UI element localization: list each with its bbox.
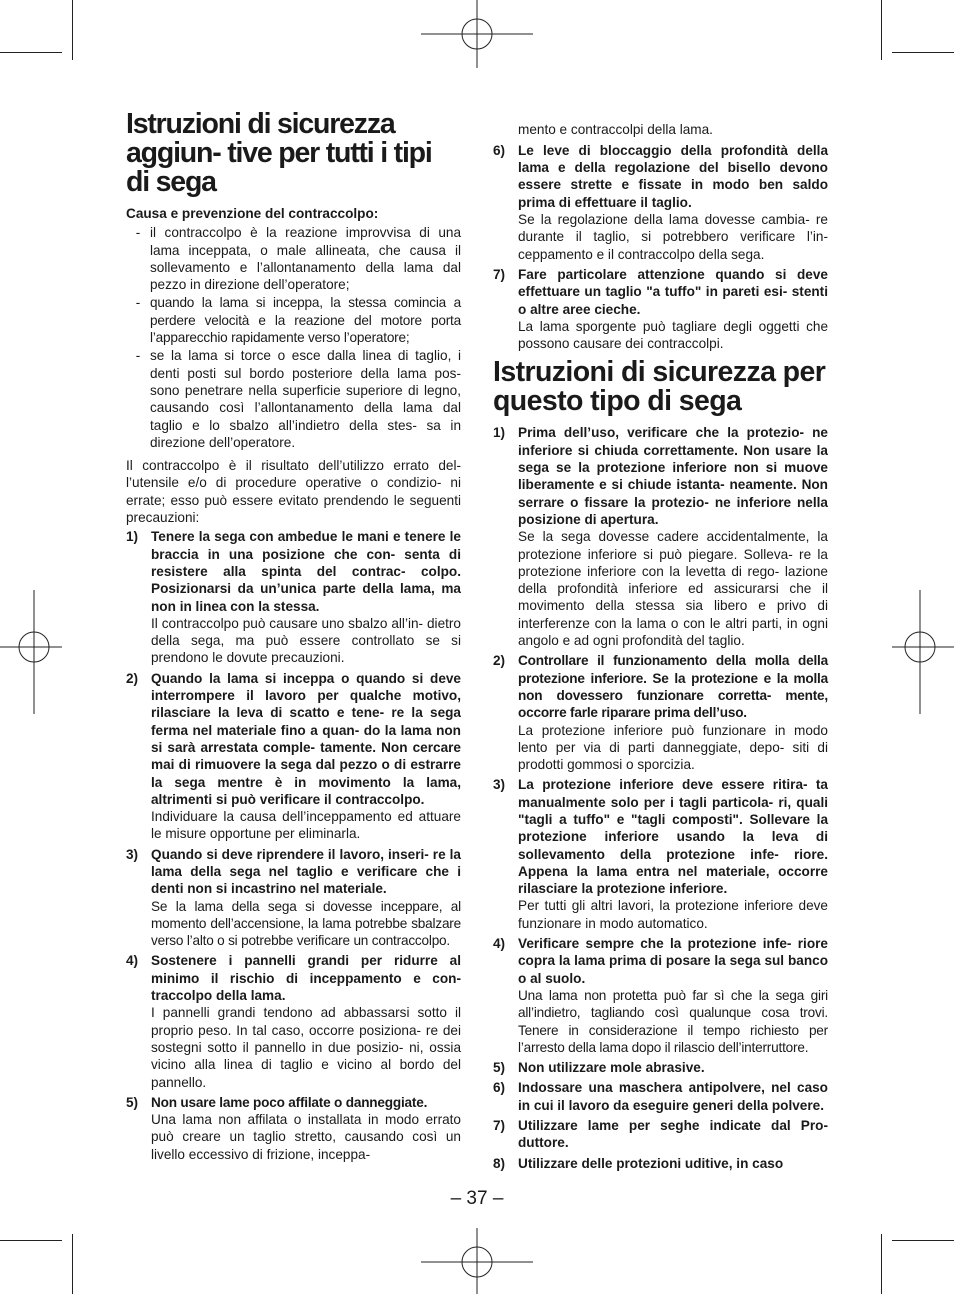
warning-text: Quando la lama si inceppa o quando si deve interrompere il lavoro per qualche motivo, rilasciare la leva di scatto e tene- re la sega ferma nel materiale fino a quan- do la lama non si sarà arrestata comple- tamente. Non cercare mai di rimuovere la sega dal pezzo o di estrarre la sega mentre è in movimento la lama, altrimenti si può verificare il contraccolpo.: [151, 670, 461, 807]
left-column: [126, 110, 461, 1166]
list-item: 4) Verificare sempre che la protezione infe- riore copra la lama prima di posare la sega sul banco o al suolo. Una lama non protetta può far sì che la sega giri all’indietro, tagliando così qualunque cosa trovi. Tenere in considerazione il tempo richiesto per l’arresto della lama dopo il rilascio dell’interruttore.: [493, 936, 828, 1055]
list-item: 1) Tenere la sega con ambedue le mani e tenere le braccia in una posizione che con- senta di resistere alla spinta del contrac- colpo. Posizionarsi da un’unica parte della lama, ma non in linea con la stessa. Il contraccolpo può causare uno sbalzo all’in- dietro della sega, ma può essere controllato se si prendono le dovute precauzioni.: [126, 529, 461, 666]
registration-mark-icon: [421, 1228, 533, 1294]
detail-text: Per tutti gli altri lavori, la protezione inferiore deve funzionare in modo automatico.: [518, 898, 828, 931]
list-item: 3) La protezione inferiore deve essere ritira- ta manualmente solo per i tagli particola- ri, quali "tagli a tuffo" e "tagli composti". Sollevare la protezione inferiore usando la leva di sollevamento della protezione infe- riore. Appena la lama entra nel materiale, occorre rilasciare la protezione inferiore. Per tutti gli altri lavori, la protezione inferiore deve funzionare in modo automatico.: [493, 777, 828, 931]
section-title: Istruzioni di sicurezza aggiun- tive per tutti i tipi di sega: [126, 108, 432, 198]
warning-text: Non usare lame poco affilate o danneggiate.: [151, 1094, 428, 1110]
warning-text: Controllare il funzionamento della molla della protezione inferiore. Se la protezione e la molla non dovessero funzionare corretta- mente, occorre farle riparare prima dell’uso.: [518, 653, 828, 721]
warning-text: Tenere la sega con ambedue le mani e tenere le braccia in una posizione che con- senta di resistere alla spinta del contrac- colpo. Posizionarsi da un’unica parte della lama, ma non in linea con la stessa.: [151, 529, 461, 614]
dash-bullet: -: [135, 225, 141, 241]
detail-text: La protezione inferiore può funzionare in modo lento per via di parti danneggiate, depo- siti di prodotti gommosi o sporcizia.: [518, 722, 828, 773]
list-item: - quando la lama si inceppa, la stessa comincia a perdere velocità e la reazione del motore porta l’apparecchio rapidamente verso l’operatore;: [126, 294, 461, 346]
warning-text: Fare particolare attenzione quando si deve effettuare un taglio "a tuffo" in pareti esi- stenti o altre aree cieche.: [518, 266, 828, 317]
list-item: 5) Non utilizzare mole abrasive.: [493, 1059, 828, 1076]
detail-text: I pannelli grandi tendono ad abbassarsi sotto il proprio peso. In tal caso, occorre posiziona- re dei sostegni sotto il pannello in due posizio- ni, ossia vicino alla linea di taglio e vicino al bordo del pannello.: [151, 1005, 461, 1090]
crop-mark: [72, 1234, 73, 1294]
registration-mark-icon: [892, 590, 954, 714]
detail-text: Individuare la causa dell’inceppamento ed attuare le misure opportune per eliminarla.: [151, 809, 461, 842]
list-item: 2) Quando la lama si inceppa o quando si deve interrompere il lavoro per qualche motivo, rilasciare la leva di scatto e tene- re la sega ferma nel materiale fino a quan- do la lama non si sarà arrestata comple- tamente. Non cercare mai di rimuovere la sega dal pezzo o di estrarre la sega mentre è in movimento la lama, altrimenti si può verificare il contraccolpo. Individuare la causa dell’inceppamento ed attuare le misure opportune per eliminarla.: [126, 670, 461, 842]
warning-text: Prima dell’uso, verificare che la protezio- ne inferiore si chiuda correttamente. Non usare la sega se la protezione inferiore non si muove liberamente e si chiude istanta- neamente. Non serrare o fissare la protezio- ne inferiore nella posizione di apertura.: [518, 425, 828, 527]
warning-text: Utilizzare lame per seghe indicate dal Pro- duttore.: [518, 1118, 828, 1151]
list-item: 2) Controllare il funzionamento della molla della protezione inferiore. Se la protezione e la molla non dovessero funzionare corretta- mente, occorre farle riparare prima dell’uso. La protezione inferiore può funzionare in modo lento per via di parti danneggiate, depo- siti di prodotti gommosi o sporcizia.: [493, 653, 828, 773]
detail-text: Se la regolazione della lama dovesse cambia- re durante il taglio, si potrebbero verificare l’in- ceppamento e il contraccolpo della sega.: [518, 212, 828, 262]
page-number: – 37 –: [450, 1188, 504, 1209]
warning-text: Quando si deve riprendere il lavoro, inseri- re la lama della sega nel taglio e verificare che i denti non si incastrino nel materiale.: [151, 846, 461, 897]
list-item: 6) Le leve di bloccaggio della profondità della lama e della regolazione del bisello devono essere strette e fissate in modo ben saldo prima di effettuare il taglio. Se la regolazione della lama dovesse cambia- re durante il taglio, si potrebbero verificare l’in- ceppamento e il contraccolpo della sega.: [493, 142, 828, 262]
warning-text: Le leve di bloccaggio della profondità della lama e della regolazione del bisello devono essere strette e fissate in modo ben saldo prima di effettuare il taglio.: [518, 142, 828, 210]
list-item: - se la lama si torce o esce dalla linea di taglio, i denti posti sul bordo posteriore della lama pos- sono penetrare nella superficie superiore di legno, causando così l’allontanamento della lama dal taglio e lo sbalzo all’indietro della stes- sa in direzione dell’operatore.: [126, 347, 461, 451]
registration-mark-icon: [0, 590, 62, 714]
crop-mark: [881, 0, 882, 60]
warning-text: Verificare sempre che la protezione infe- riore copra la lama prima di posare la sega sul banco o al suolo.: [518, 936, 828, 986]
crop-mark: [0, 52, 62, 53]
list-item: - il contraccolpo è la reazione improvvisa di una lama inceppata, o male allineata, che causa il sollevamento e l’allontanamento della lama dal pezzo in direzione dell’operatore;: [126, 224, 461, 293]
crop-mark: [892, 1240, 954, 1241]
list-item: 1) Prima dell’uso, verificare che la protezio- ne inferiore si chiuda correttamente. Non usare la sega se la protezione inferiore non si muove liberamente e si chiude istanta- neamente. Non serrare o fissare la protezio- ne inferiore nella posizione di apertura. Se la sega dovesse cadere accidentalmente, la protezione inferiore si può piegare. Solleva- re la protezione inferiore con la levetta di rego- lazione della profondità inferiore ed assicurarsi che il movimento della stessa sia libero e privo di interferenze con la lama o con le altri parti, in ogni angolo e ad ogni profondità del taglio.: [493, 425, 828, 649]
detail-text: La lama sporgente può tagliare degli oggetti che possono causare dei contraccolpi.: [518, 318, 828, 352]
list-item: 4) Sostenere i pannelli grandi per ridurre al minimo il rischio di inceppamento e con- traccolpo della lama. I pannelli grandi tendono ad abbassarsi sotto il proprio peso. In tal caso, occorre posiziona- re dei sostegni sotto il pannello in due posizio- ni, ossia vicino alla linea di taglio e vicino al bordo del pannello.: [126, 953, 461, 1090]
detail-text: Una lama non protetta può far sì che la sega giri all’indietro, tagliando così qualunque cosa trovi. Tenere in considerazione il tempo richiesto per l’arresto della lama dopo il rilascio dell’interruttore.: [518, 987, 828, 1055]
warning-text: Indossare una maschera antipolvere, nel caso in cui il lavoro da eseguire generi della polvere.: [518, 1080, 828, 1113]
list-item: 8) Utilizzare delle protezioni uditive, in caso: [493, 1155, 828, 1172]
warning-text: La protezione inferiore deve essere ritira- ta manualmente solo per i tagli particola- ri, quali "tagli a tuffo" e "tagli composti". Sollevare la protezione inferiore usando la leva di sollevamento della protezione infe- riore. Appena la lama entra nel materiale, occorre rilasciare la protezione inferiore.: [518, 777, 828, 897]
detail-text: Se la sega dovesse cadere accidentalmente, la protezione inferiore si può piegare. Solleva- re la protezione inferiore con la levetta di rego- lazione della profondità inferiore ed assicurarsi che il movimento della stessa sia libero e privo di interferenze con la lama o con le altri parti, in ogni angolo e ad ogni profondità del taglio.: [518, 529, 828, 649]
list-item: 7) Utilizzare lame per seghe indicate dal Pro- duttore.: [493, 1118, 828, 1151]
list-item: 5) Non usare lame poco affilate o danneggiate. Una lama non affilata o installata in modo errato può creare un taglio stretto, causando così un livello eccessivo di frizione, inceppa-: [126, 1094, 461, 1162]
list-item: 6) Indossare una maschera antipolvere, nel caso in cui il lavoro da eseguire generi della polvere.: [493, 1080, 828, 1113]
list-item: 3) Quando si deve riprendere il lavoro, inseri- re la lama della sega nel taglio e verificare che i denti non si incastrino nel materiale. Se la lama della sega si dovesse inceppare, al momento dell’accensione, la lama potrebbe sbalzare verso l’alto o si potrebbe verificare un contraccolpo.: [126, 846, 461, 949]
intro-paragraph: Il contraccolpo è il risultato dell’utilizzo errato del- l’utensile e/o di procedure operative o condizio- ni errate; esso può essere evitato prendendo le seguenti precauzioni:: [126, 458, 461, 526]
section-title: Istruzioni di sicurezza per questo tipo di sega: [493, 356, 826, 418]
detail-text: Se la lama della sega si dovesse inceppare, al momento dell’accensione, la lama potrebbe sbalzare verso l’alto o si potrebbe verificare un contraccolpo.: [151, 898, 461, 949]
dash-bullet: -: [135, 348, 141, 364]
crop-mark: [0, 1240, 62, 1241]
crop-mark: [892, 52, 954, 53]
warning-text: Sostenere i pannelli grandi per ridurre al minimo il rischio di inceppamento e con- traccolpo della lama.: [151, 953, 461, 1004]
subheading: Causa e prevenzione del contraccolpo:: [126, 206, 379, 221]
crop-mark: [72, 0, 73, 60]
crop-mark: [881, 1234, 882, 1294]
continuation-text: mento e contraccolpi della lama.: [518, 121, 713, 137]
list-item: 7) Fare particolare attenzione quando si deve effettuare un taglio "a tuffo" in pareti esi- stenti o altre aree cieche. La lama sporgente può tagliare degli oggetti che possono causare dei contraccolpi.: [493, 266, 828, 352]
right-column: [493, 107, 828, 1175]
warning-text: Utilizzare delle protezioni uditive, in caso: [518, 1155, 784, 1171]
detail-text: Il contraccolpo può causare uno sbalzo all’in- dietro della sega, ma può essere controllato se si prendono le dovute precauzioni.: [151, 615, 461, 666]
detail-text: Una lama non affilata o installata in modo errato può creare un taglio stretto, causando così un livello eccessivo di frizione, inceppa-: [151, 1112, 461, 1162]
dash-bullet: -: [135, 295, 141, 311]
registration-mark-icon: [421, 0, 533, 70]
warning-text: Non utilizzare mole abrasive.: [518, 1060, 705, 1076]
